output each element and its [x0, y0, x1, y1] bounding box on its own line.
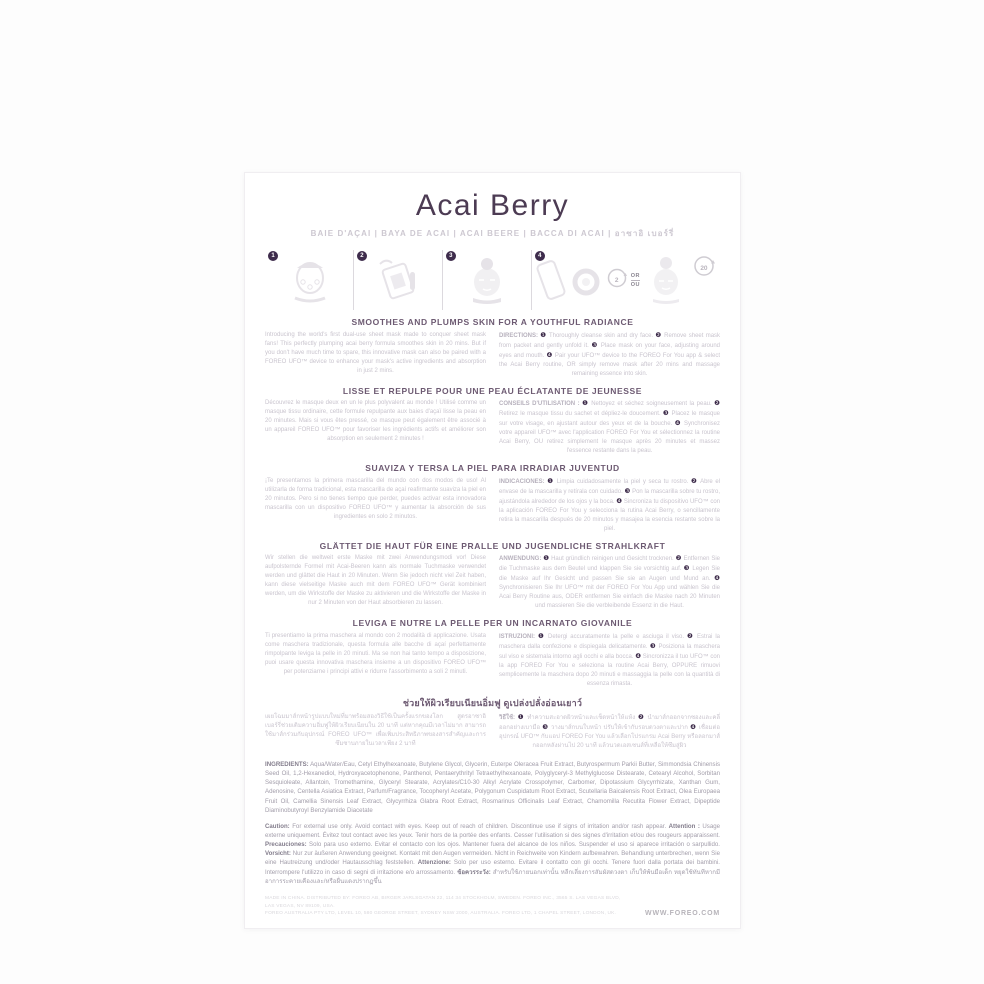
timer-2-min-value: 2 — [614, 276, 619, 284]
direction-step-text: Placez le masque sur votre visage, en ajustant autour des yeux et de la bouche. — [499, 411, 720, 427]
direction-step-text: Place mask on your face, adjusting around eyes and mouth. — [499, 342, 720, 359]
direction-step-text: Posiziona la maschera sul viso e sistemala intorno agli occhi e alla bocca. — [499, 643, 721, 660]
section-spanish — [265, 463, 720, 534]
directions-label: INDICACIONES: — [499, 478, 545, 485]
relaxed-face-icon — [643, 254, 689, 306]
section-english-directions — [499, 331, 720, 379]
direction-step-text: Sincronizza il tuo UFO™ con la app FOREO For You e seleziona la routine Acai Berry, OPPURE rimuovi semplicemente la maschera dopo 20 minuti e massaggia la pelle con la quantità di essenza rimasta. — [499, 653, 721, 687]
bullet-4: ❹ — [616, 497, 623, 505]
section-thai — [265, 696, 720, 752]
caution-label-th: ข้อควรระวัง: — [457, 868, 491, 876]
bullet-1: ❶ — [537, 632, 546, 640]
timer-2-min-icon — [606, 267, 628, 294]
bullet-1: ❶ — [543, 555, 550, 562]
bullet-3: ❸ — [542, 724, 549, 731]
section-german-intro: Wir stellen die weltweit erste Maske mit zwei Anwendungsmodi vor! Diese aufpolsternde Formel mit Acai-Beeren kann als normale Tuchmaske verwendet werden und glättet die Haut in 20 Minuten. Wenn Sie jedoch nicht viel Zeit haben, kann diese vielseitige Maske auch mit dem FOREO UFO™ Gerät kombiniert werden, um die Wirkstoffe der Maske zu aktivieren und die Wirkstoffe der Maske in nur 2 Minuten von der Haut absorbieren zu lassen. — [265, 555, 486, 606]
or-ou-divider — [631, 280, 640, 281]
caution-label-es: Precauciones: — [265, 841, 307, 849]
direction-step-text: ทำความสะอาดผิวหน้าและเช็ดหน้าให้แห้ง — [527, 715, 636, 721]
caution-label-it: Attenzione: — [417, 859, 451, 867]
bullet-3: ❸ — [624, 487, 631, 495]
directions-label: ANWENDUNG: — [499, 556, 542, 562]
section-german — [265, 541, 720, 612]
section-spanish-intro: ¡Te presentamos la primera mascarilla del mundo con dos modos de uso! Al utilizarla de forma tradicional, esta mascarilla de açaí reafirmante suaviza la piel en 20 minutos. Pero si no tienes tiempo que perder, puedes activar esta innovadora mascarilla con un dispositivo FOREO UFO™ y aumentar la absorción de sus ingredientes en solo 2 minutos. — [265, 477, 486, 520]
direction-step-text: นำมาส์กออกจากซองและคลี่ออกอย่างเบามือ — [499, 715, 721, 731]
step-3-number-badge: 3 — [446, 251, 456, 261]
bullet-4: ❹ — [635, 652, 642, 660]
legal-line-1: MADE IN CHINA. DISTRIBUTED BY: FOREO AB, BIRGER JARLSGATAN 22, 114 34 STOCKHOLM, SWEDEN. FOREO INC., 3565 S. LAS VEGAS BLVD, LAS VEGAS, NV 89109, USA. — [265, 895, 621, 909]
caution-text-de: Nur zur äußeren Anwendung geeignet. Kontakt mit den Augen vermeiden. Nicht in Reichweite von Kindern aufbewahren. Behandlung unterbrechen, wenn Sie eine Hautreizung und/oder Hautausschlag feststellen. — [265, 850, 720, 867]
timer-20-min-icon — [692, 254, 716, 283]
direction-step-text: Pair your UFO™ device to the FOREO For You app & select the Acai Berry routine, OR simply remove mask after 20 mins and massage remaining essence into skin. — [499, 352, 721, 377]
step-1-number-badge: 1 — [268, 251, 278, 261]
bullet-3: ❸ — [662, 410, 670, 417]
bullet-3: ❸ — [649, 642, 657, 650]
legal-line-2: FOREO AUSTRALIA PTY LTD, LEVEL 10, 580 GEORGE STREET, SYDNEY NSW 2000, AUSTRALIA. FOREO LTD, 1 CHAPEL STREET, LONDON, UK. — [265, 911, 617, 917]
section-german-heading: GLÄTTET DIE HAUT FÜR EINE PRALLE UND JUGENDLICHE STRAHLKRAFT — [319, 540, 666, 551]
section-french — [265, 386, 720, 457]
distributor-legal-text — [265, 895, 631, 918]
direction-step-text: Entfernen Sie die Tuchmaske aus dem Beutel und klappen Sie sie vorsichtig auf. — [499, 556, 721, 572]
step-4-number-badge: 4 — [535, 251, 545, 261]
product-title: Acai Berry — [415, 189, 570, 222]
section-french-directions — [499, 399, 720, 456]
section-italian-heading: LEVIGA E NUTRE LA PELLE PER UN INCARNATO GIOVANILE — [352, 618, 633, 628]
bullet-2: ❷ — [686, 632, 695, 640]
bullet-1: ❶ — [582, 400, 589, 407]
usage-steps-row — [265, 250, 720, 310]
section-italian — [265, 618, 720, 689]
direction-step-text: Estrai la maschera dalla confezione e dispiegala delicatamente. — [499, 633, 720, 650]
or-label: OR — [630, 272, 640, 279]
section-italian-intro: Ti presentiamo la prima maschera al mondo con 2 modalità di applicazione. Usata come maschera tradizionale, questa formula alle bacche di açaí perfettamente rimpolpante leviga la pelle in 20 minuti. Ma se non hai tanto tempo a disposizione, puoi usare questa innovativa maschera insieme a un dispositivo FOREO UFO™ per potenziarne i principi attivi e ridurre l'assorbimento a soli 2 minuti. — [265, 632, 486, 675]
directions-label: วิธีใช้: — [499, 715, 516, 721]
direction-step-text: Synchronisieren Sie Ihr UFO™ mit der FOREO For You App und wählen Sie die Acai Berry Routine aus, ODER entfernen Sie einfach die Maske nach 20 Minuten und massieren Sie die verbleibende Essenz in die Haut. — [499, 585, 720, 609]
directions-label: ISTRUZIONI: — [499, 633, 535, 640]
section-french-intro: Découvrez le masque deux en un le plus polyvalent au monde ! Utilisé comme un masque tissu ordinaire, cette formule repulpante aux baies d'açaï lisse la peau en 20 minutes. Mais si vous êtes pressé, ce masque peut également être associé à un appareil FOREO UFO™ pour favoriser les ingrédients actifs et améliorer son absorption en seulement 2 minutes ! — [265, 400, 486, 442]
direction-step-text: Nettoyez et séchez soigneusement la peau. — [591, 401, 712, 407]
caution-label-fr: Attention : — [668, 822, 700, 830]
caution-paragraph — [265, 822, 720, 886]
footer-row — [265, 895, 720, 918]
bullet-4: ❹ — [546, 351, 553, 359]
phone-icon — [536, 254, 566, 306]
section-spanish-directions — [499, 477, 720, 534]
step-2-open-packet — [353, 250, 442, 310]
caution-text-fr: Usage externe uniquement. Évitez tout contact avec les yeux. Tenir hors de la portée des enfants. Cesser l'utilisation si des signes d'irritation et/ou des rougeurs apparaissent. — [265, 822, 721, 839]
directions-label: DIRECTIONS: — [499, 332, 538, 339]
ufo-device-icon — [569, 260, 603, 300]
direction-step-text: วางมาส์กบนใบหน้า ปรับให้เข้ากับรอบดวงตาและปาก — [550, 725, 688, 731]
section-french-heading: LISSE ET REPULPE POUR UNE PEAU ÉCLATANTE DE JEUNESSE — [342, 385, 643, 396]
ingredients-paragraph — [265, 760, 720, 815]
caution-label-de: Vorsicht: — [265, 850, 291, 858]
bullet-1: ❶ — [517, 714, 525, 721]
direction-step-text: Retirez le masque tissu du sachet et dépliez-le doucement. — [499, 411, 661, 417]
direction-step-text: Abre el envase de la mascarilla y retírala con cuidado. — [499, 478, 721, 495]
section-german-directions — [499, 554, 720, 611]
caution-text-es: Solo para uso externo. Evitar el contacto con los ojos. Mantener fuera del alcance de los niños. Suspender el uso si aparece irritación o sarpullido. — [306, 841, 720, 849]
bullet-2: ❷ — [675, 555, 682, 562]
section-thai-intro: เผยโฉมมาส์กหน้ารูปแบบใหม่ที่มาพร้อมสองวิธีใช้เป็นครั้งแรกของโลก สูตรอาซาอิเบอร์รี่ช่วยเติมความอิ่มฟูให้ผิวเรียบเนียนใน 20 นาที แต่หากคุณมีเวลาไม่มาก สามารถใช้มาส์กร่วมกับอุปกรณ์ FOREO UFO™ เพื่อเพิ่มประสิทธิภาพของสารสำคัญและการซึมซาบภายในเวลาเพียง 2 นาที — [265, 714, 486, 747]
bullet-2: ❷ — [691, 477, 698, 485]
timer-20-min-value: 20 — [700, 265, 708, 272]
bullet-3: ❸ — [683, 565, 691, 572]
step-1-cleanse — [265, 250, 353, 310]
direction-step-text: Legen Sie die Maske auf Ihr Gesicht und passen Sie sie an Augen und Mund an. — [499, 566, 720, 582]
section-english-heading: SMOOTHES AND PLUMPS SKIN FOR A YOUTHFUL RADIANCE — [351, 317, 634, 327]
direction-step-text: Sincroniza tu dispositivo UFO™ con la aplicación FOREO For You y selecciona la rutina Acai Berry, o sencillamente retira la mascarilla después de 20 minutos y masajea la esencia restante sobre la piel. — [499, 498, 721, 532]
bullet-4: ❹ — [690, 724, 697, 731]
ou-label: OU — [630, 281, 640, 288]
bullet-2: ❷ — [714, 400, 720, 407]
bullet-2: ❷ — [637, 714, 645, 721]
cleanse-face-icon — [283, 254, 335, 306]
or-ou-separator — [631, 273, 640, 288]
direction-step-text: Synchronisez votre appareil UFO™ avec l'application FOREO For You et sélectionnez la routine Acai Berry, OU retirez simplement le masque après 20 minutes et massez l'essence restante dans la peau. — [499, 421, 720, 454]
section-spanish-heading: SUAVIZA Y TERSA LA PIEL PARA IRRADIAR JUVENTUD — [365, 463, 620, 473]
ingredients-label: INGREDIENTS: — [265, 761, 309, 768]
product-title-translations: BAIE D'AÇAI | BAYA DE ACAI | ACAI BEERE | BACCA DI ACAI | อาซาอิ เบอร์รี่ — [310, 229, 675, 238]
direction-step-text: Remove sheet mask from packet and gently unfold it. — [499, 332, 721, 349]
packaging-back-panel — [244, 172, 741, 929]
website-url: WWW.FOREO.COM — [645, 909, 720, 917]
direction-step-text: Pon la mascarilla sobre tu rostro, ajustándola alrededor de los ojos y la boca. — [499, 488, 721, 505]
open-packet-icon — [370, 254, 426, 306]
bullet-1: ❶ — [540, 331, 547, 339]
directions-label: CONSEILS D'UTILISATION : — [499, 401, 580, 407]
bullet-4: ❹ — [674, 420, 682, 427]
section-thai-directions — [499, 713, 720, 751]
caution-text-it: Solo per uso esterno. Evitare il contatto con gli occhi. Tenere fuori dalla portata dei bambini. Interrompere l'utilizzo in caso di segni di irritazione e/o arrossamento. — [265, 859, 720, 876]
ingredients-list: Aqua/Water/Eau, Cetyl Ethylhexanoate, Butylene Glycol, Glycerin, Euterpe Oleracea Fruit Extract, Butyrospermum Parkii Butter, Simmondsia Chinensis Seed Oil, 1,2-Hexanediol, Hydroxyacetophenone, Panthenol, Pentaerythrityl Tetraethylhexanoate, Polyglyceryl-3 Methylglucose Distearate, Cetearyl Alcohol, Sorbitan Sesquioleate, Allantoin, Tromethamine, Glyceryl Stearate, Acrylates/C10-30 Alkyl Acrylate Crosspolymer, Carbomer, Dipotassium Glycyrrhizate, Xanthan Gum, Adenosine, Centella Asiatica Extract, Parfum/Fragrance, Tocopheryl Acetate, Polygonum Cuspidatum Root Extract, Scutellaria Baicalensis Root Extract, Olea Europaea Fruit Oil, Camellia Sinensis Leaf Extract, Glycyrrhiza Glabra Root Extract, Rosmarinus Officinalis Leaf Extract, Chamomilla Recutita Flower Extract, Dipeptide Diaminobutyroyl Benzylamide Diacetate — [265, 761, 720, 814]
caution-label-en: Caution: — [265, 822, 290, 830]
section-thai-heading: ช่วยให้ผิวเรียบเนียนอิ่มฟู ดูเปล่งปลั่งอ่อนเยาว์ — [402, 697, 583, 708]
direction-step-text: Haut gründlich reinigen und Gesicht trocknen. — [551, 556, 674, 562]
bullet-1: ❶ — [547, 477, 555, 485]
caution-text-en: For external use only. Avoid contact with eyes. Keep out of reach of children. Discontinue use if signs of irritation and/or rash appear. — [289, 822, 669, 830]
direction-step-text: Thoroughly cleanse skin and dry face. — [548, 332, 654, 339]
bullet-2: ❷ — [655, 331, 662, 339]
mask-on-face-icon — [461, 254, 513, 306]
bullet-4: ❹ — [714, 575, 720, 582]
section-italian-directions — [499, 632, 720, 689]
caution-text-th: สำหรับใช้ภายนอกเท่านั้น หลีกเลี่ยงการสัมผัสดวงตา เก็บให้พ้นมือเด็ก หยุดใช้ทันทีหากมีอาการระคายเคืองและ/หรือผื่นแดงปรากฏขึ้น — [265, 868, 721, 885]
direction-step-text: Detergi accuratamente la pelle e asciuga il viso. — [548, 633, 685, 640]
step-3-apply-mask — [442, 250, 531, 310]
bullet-3: ❸ — [591, 341, 599, 349]
step-4-device-or-wait — [531, 250, 720, 310]
step-2-number-badge: 2 — [357, 251, 367, 261]
direction-step-text: Limpia cuidadosamente la piel y seca tu rostro. — [556, 478, 689, 485]
direction-step-text: เชื่อมต่ออุปกรณ์ UFO™ กับแอป FOREO For You แล้วเลือกโปรแกรม Acai Berry หรือลอกมาส์กออกหลังผ่านไป 20 นาที แล้วนวดเอสเซนส์ที่เหลือให้ซึมสู่ผิว — [499, 725, 721, 749]
section-english-intro: Introducing the world's first dual-use sheet mask made to conquer sheet mask fans! This perfectly plumping acai berry formula smoothes skin in 20 mins. But if you don't have much time to spare, this innovative mask can also be paired with a FOREO UFO™ device to enhance your mask's active ingredients and absorption in just 2 mins. — [265, 331, 486, 374]
section-english — [265, 317, 720, 379]
